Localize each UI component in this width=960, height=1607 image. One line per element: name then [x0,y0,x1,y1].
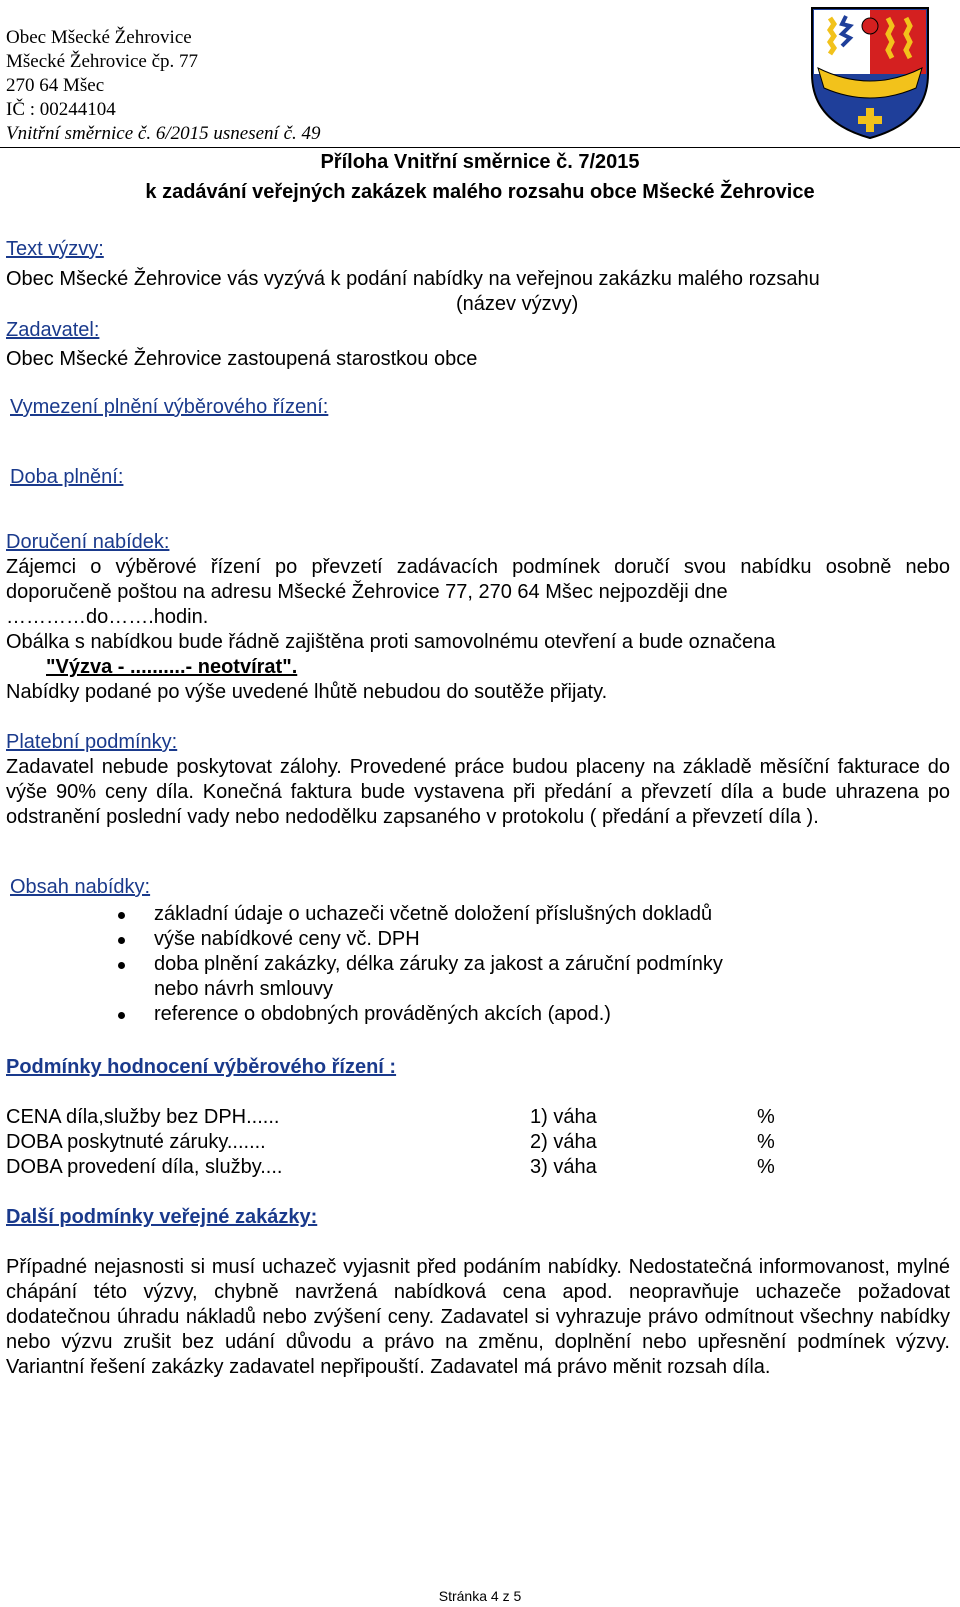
header-divider [0,147,960,148]
section-heading-text-vyzvy: Text výzvy: [6,238,104,260]
section-heading-doba-plneni: Doba plnění: [10,466,124,488]
header-municipality: Obec Mšecké Žehrovice [6,27,192,48]
document-title: Příloha Vnitřní směrnice č. 7/2015 [320,151,640,173]
bullet-icon [118,962,125,969]
hodnoceni-row-weight: 2) váha [530,1131,597,1153]
doruceni-oznaceni: "Výzva - ..........- neotvírat". [46,656,298,678]
bullet-icon [118,937,125,944]
header-postcode: 270 64 Mšec [6,75,105,96]
text-vyzvy-name: (název výzvy) [456,293,579,315]
dalsi-body: Případné nejasnosti si musí uchazeč vyjasnit před podáním nabídky. Nedostatečná informovanost, mylné chápání této výzvy, chybně navržená nabídková cena apod. neopravňuje uchazeče požadovat dodatečnou úhradu nákladů nebo zvýšení ceny. Zadavatel si vyhrazuje právo odmítnout všechny nabídky nebo výzvu zrušit bez udání důvodu a právo na změnu, doplnění nebo upřesnění podmínek výzvy. Variantní řešení zakázky zadavatel nepřipouští. Zadavatel má právo měnit rozsah díla. [6,1256,950,1378]
header-ico: IČ : 00244104 [6,99,116,120]
doruceni-late: Nabídky podané po výše uvedené lhůtě nebudou do soutěže přijaty. [6,681,608,703]
doruceni-deadline: …………do…….hodin. [6,606,209,628]
section-heading-dalsi: Další podmínky veřejné zakázky: [6,1206,318,1228]
bullet-icon [118,912,125,919]
hodnoceni-row-unit: % [757,1131,775,1153]
obsah-item-continuation: nebo návrh smlouvy [154,978,333,1000]
section-heading-platebni: Platební podmínky: [6,731,178,753]
document-subtitle: k zadávání veřejných zakázek malého rozsahu obce Mšecké Žehrovice [145,181,815,203]
doruceni-body: Zájemci o výběrové řízení po převzetí zadávacích podmínek doručí svou nabídku osobně nebo doporučeně poštou na adresu Mšecké Žehrovice 77, 270 64 Mšec nejpozději dne [6,556,950,603]
obsah-item: výše nabídkové ceny vč. DPH [154,928,420,950]
hodnoceni-row-unit: % [757,1106,775,1128]
hodnoceni-row-unit: % [757,1156,775,1178]
section-heading-obsah: Obsah nabídky: [10,876,151,898]
bullet-icon [118,1012,125,1019]
hodnoceni-row-label: DOBA provedení díla, služby.... [6,1156,283,1178]
section-heading-hodnoceni: Podmínky hodnocení výběrového řízení : [6,1056,397,1078]
page-number: Stránka 4 z 5 [438,1588,522,1604]
section-heading-zadavatel: Zadavatel: [6,319,100,341]
hodnoceni-row-label: CENA díla,služby bez DPH...... [6,1106,280,1128]
section-heading-vymezeni: Vymezení plnění výběrového řízení: [10,396,329,418]
doruceni-obalka: Obálka s nabídkou bude řádně zajištěna proti samovolnému otevření a bude označena [6,631,776,653]
platebni-body: Zadavatel nebude poskytovat zálohy. Provedené práce budou placeny na základě měsíční fakturace do výše 90% ceny díla. Konečná faktura bude vystavena při předání a převzetí díla a bude uhrazena po odstranění poslední vady nebo nedodělku zapsaného v protokolu ( předání a převzetí díla ). [6,756,950,828]
hodnoceni-row-weight: 3) váha [530,1156,597,1178]
hodnoceni-row-label: DOBA poskytnuté záruky....... [6,1131,266,1153]
obsah-item: reference o obdobných prováděných akcích (apod.) [154,1003,611,1025]
header-directive: Vnitřní směrnice č. 6/2015 usnesení č. 49 [6,123,321,144]
section-heading-doruceni: Doručení nabídek: [6,531,170,553]
zadavatel-body: Obec Mšecké Žehrovice zastoupená starostkou obce [6,348,478,370]
coat-of-arms-icon [808,4,932,140]
obsah-item: základní údaje o uchazeči včetně doložení příslušných dokladů [154,903,713,925]
hodnoceni-row-weight: 1) váha [530,1106,597,1128]
obsah-item: doba plnění zakázky, délka záruky za jakost a záruční podmínky [154,953,723,975]
text-vyzvy-body: Obec Mšecké Žehrovice vás vyzývá k podání nabídky na veřejnou zakázku malého rozsahu [6,268,820,290]
header-address: Mšecké Žehrovice čp. 77 [6,51,199,72]
